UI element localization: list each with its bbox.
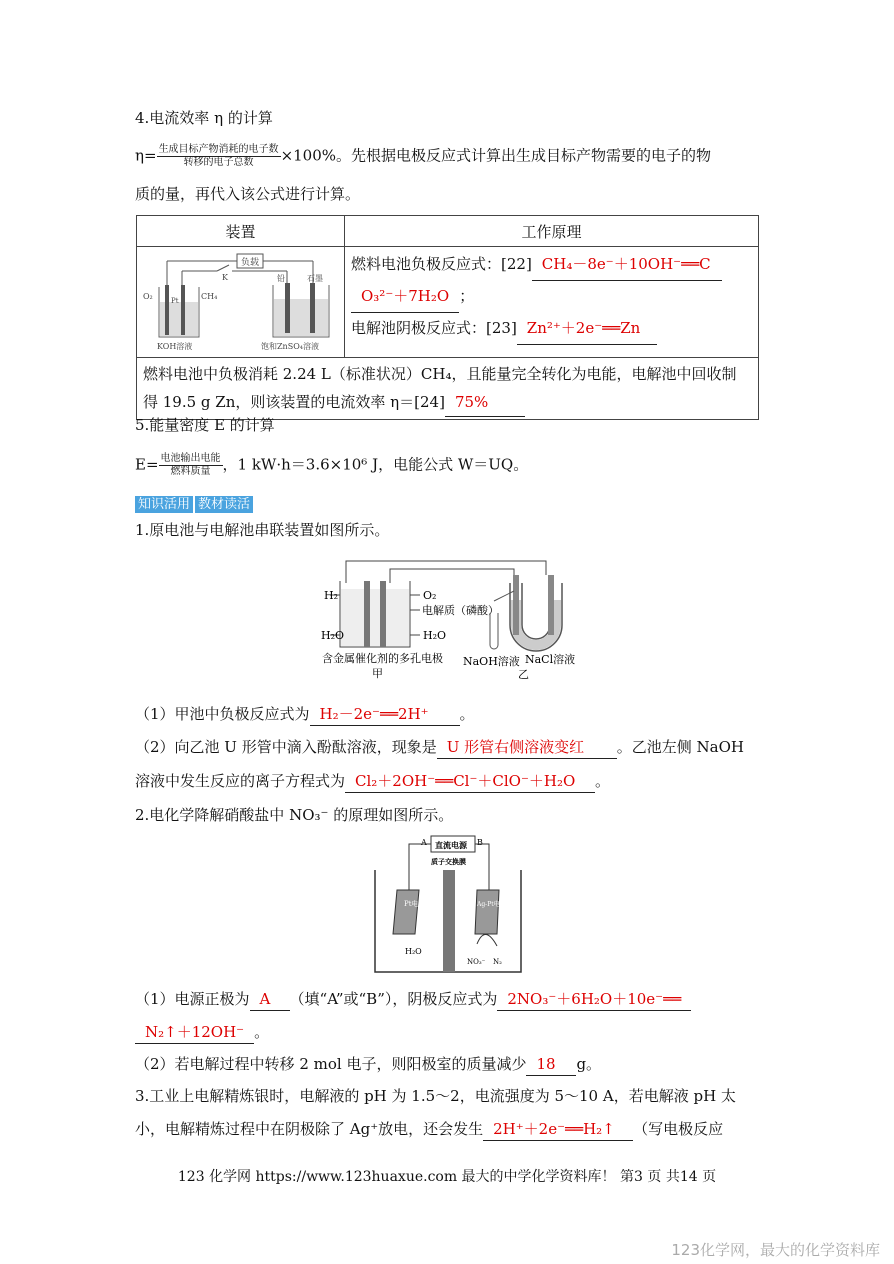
calculation-cell	[137, 358, 759, 420]
q1-answer3: Cl₂＋2OH⁻══Cl⁻＋ClO⁻＋H₂O	[345, 770, 595, 793]
section-tags	[135, 492, 255, 514]
q2-part1-end: 。	[254, 1023, 270, 1041]
watermark: 123化学网，最大的化学资料库	[671, 1241, 880, 1259]
section5-title: 5.能量密度 E 的计算	[135, 416, 275, 434]
q1-part1-prompt: （1）甲池中负极反应式为	[135, 705, 310, 723]
tag-knowledge: 知识活用	[135, 496, 193, 513]
pt-label: Pt	[171, 297, 179, 305]
nitrate-degradation-diagram	[373, 834, 523, 974]
energy-denominator: 燃料质量	[170, 466, 211, 477]
q2-membrane-label: 质子交换膜	[431, 857, 466, 866]
page-footer: 123 化学网 https://www.123huaxue.com 最大的中学化学资料库！ 第3 页 共14 页	[177, 1169, 717, 1185]
principle-cell	[345, 247, 759, 358]
q2-part1-middle: （填“A”或“B”），阴极反应式为	[289, 990, 498, 1008]
q2-answer2-part2: N₂↑＋12OH⁻	[135, 1021, 254, 1044]
q1-electrode-label: 含金属催化剂的多孔电极	[322, 652, 443, 665]
q1-part1-end: 。	[459, 705, 475, 723]
koh-label: KOH溶液	[157, 342, 193, 351]
fraction-denominator: 转移的电子总数	[183, 157, 254, 168]
q2-b-label: B	[477, 838, 483, 847]
o2-label: O₂	[143, 292, 153, 301]
series-cells-diagram	[310, 555, 600, 685]
fuel-cell-anode-prompt: 燃料电池负极反应式：[22]	[351, 255, 532, 273]
q2-a-label: A	[421, 838, 427, 847]
q1-part2-prompt: （2）向乙池 U 形管中滴入酚酞溶液，现象是	[135, 738, 437, 756]
q1-part2-line2-prompt: 溶液中发生反应的离子方程式为	[135, 772, 346, 790]
energy-fraction	[159, 453, 223, 478]
q1-h2o-right: H₂O	[423, 629, 447, 642]
q1-naoh-label: NaOH溶液	[463, 655, 520, 668]
eta-symbol: η=	[135, 146, 157, 165]
e-symbol: E=	[135, 455, 159, 474]
calculation-line2: 得 19.5 g Zn，则该装置的电流效率 η＝[24]	[143, 393, 445, 411]
efficiency-formula	[135, 144, 711, 169]
answer-23: Zn²⁺＋2e⁻══Zn	[517, 313, 657, 345]
q1-nacl-label: NaCl溶液	[525, 653, 576, 666]
q3-line2-prompt: 小，电解精炼过程中在阴极除了 Ag⁺放电，还会发生	[135, 1120, 484, 1138]
q3-line2-end: （写电极反应	[633, 1120, 724, 1138]
q3-line1: 3.工业上电解精炼银时，电解液的 pH 为 1.5～2，电流强度为 5～10 A，若电解液 pH 太	[135, 1087, 736, 1105]
principle-table	[136, 215, 759, 420]
section4-line2: 质的量，再代入该公式进行计算。	[135, 185, 361, 203]
load-label: 负载	[241, 258, 260, 268]
q2-pt-label: Pt电极	[404, 900, 426, 908]
q1-part2-middle: 。乙池左侧 NaOH	[616, 738, 744, 756]
q2-n2-label: N₂	[493, 958, 502, 966]
q1-part2	[135, 736, 744, 759]
device-diagram-cell	[137, 247, 345, 358]
q2-part1	[135, 988, 691, 1011]
q1-part1	[135, 703, 475, 726]
q1-answer2: U 形管右侧溶液变红	[437, 736, 617, 759]
q3-line2	[135, 1118, 723, 1141]
q3-answer1: 2H⁺＋2e⁻══H₂↑	[483, 1118, 633, 1141]
q2-no3-label: NO₃⁻	[467, 958, 486, 966]
q2-answer2-part1: 2NO₃⁻＋6H₂O＋10e⁻══	[497, 988, 691, 1011]
q2-answer3: 18	[526, 1053, 576, 1076]
table-header-device: 装置	[137, 216, 345, 247]
lead-label: 铅	[277, 274, 285, 283]
energy-density-formula	[135, 453, 528, 478]
q1-yi-label: 乙	[518, 668, 529, 681]
q2-part1-line2	[135, 1021, 269, 1044]
tag-textbook: 教材读活	[195, 496, 253, 513]
fuel-cell-diagram	[137, 247, 344, 353]
table-header-principle: 工作原理	[345, 216, 759, 247]
q2-title: 2.电化学降解硝酸盐中 NO₃⁻ 的原理如图所示。	[135, 806, 454, 824]
q1-part2-end: 。	[595, 772, 611, 790]
calculation-line1: 燃料电池中负极消耗 2.24 L（标准状况）CH₄，且能量完全转化为电能，电解池中回收制	[143, 365, 737, 383]
q1-o2-label: O₂	[423, 589, 437, 602]
efficiency-fraction	[157, 144, 281, 169]
q2-answer1: A	[250, 988, 290, 1011]
q1-part2-line2	[135, 770, 610, 793]
energy-numerator: 电池输出电能	[160, 453, 221, 464]
q2-part2-end: g。	[576, 1055, 602, 1073]
energy-tail: ，1 kW·h＝3.6×10⁶ J，电能公式 W＝UQ。	[222, 455, 529, 474]
section4-title: 4.电流效率 η 的计算	[135, 109, 273, 127]
q1-electrolyte-label: 电解质（磷酸）	[422, 604, 499, 617]
formula-tail: ×100%。先根据电极反应式计算出生成目标产物需要的电子的物	[280, 146, 712, 165]
q1-h2o-left: H₂O	[321, 629, 345, 642]
switch-k-label: K	[222, 273, 228, 282]
answer-24: 75%	[445, 388, 525, 417]
q1-title: 1.原电池与电解池串联装置如图所示。	[135, 521, 390, 539]
semicolon: ；	[459, 287, 475, 305]
q2-agpt-label: Ag-Pt电极	[477, 901, 506, 908]
q2-part2-prompt: （2）若电解过程中转移 2 mol 电子，则阳极室的质量减少	[135, 1055, 527, 1073]
q1-answer1: H₂－2e⁻══2H⁺	[310, 703, 460, 726]
q2-part1-prompt: （1）电源正极为	[135, 990, 250, 1008]
znso4-label: 饱和ZnSO₄溶液	[261, 342, 319, 351]
answer-22-part2: O₃²⁻＋7H₂O	[351, 281, 459, 313]
answer-22-part1: CH₄－8e⁻＋10OH⁻══C	[532, 249, 722, 281]
q2-part2	[135, 1053, 601, 1076]
q2-h2o-label: H₂O	[405, 947, 422, 956]
q1-h2-label: H₂	[324, 589, 339, 602]
q2-power-label: 直流电源	[435, 840, 467, 850]
q1-jia-label: 甲	[372, 667, 383, 680]
ch4-label: CH₄	[201, 292, 218, 301]
fraction-numerator: 生成目标产物消耗的电子数	[158, 144, 279, 155]
electrolytic-cathode-prompt: 电解池阴极反应式：[23]	[351, 319, 517, 337]
graphite-label: 石墨	[307, 274, 323, 283]
